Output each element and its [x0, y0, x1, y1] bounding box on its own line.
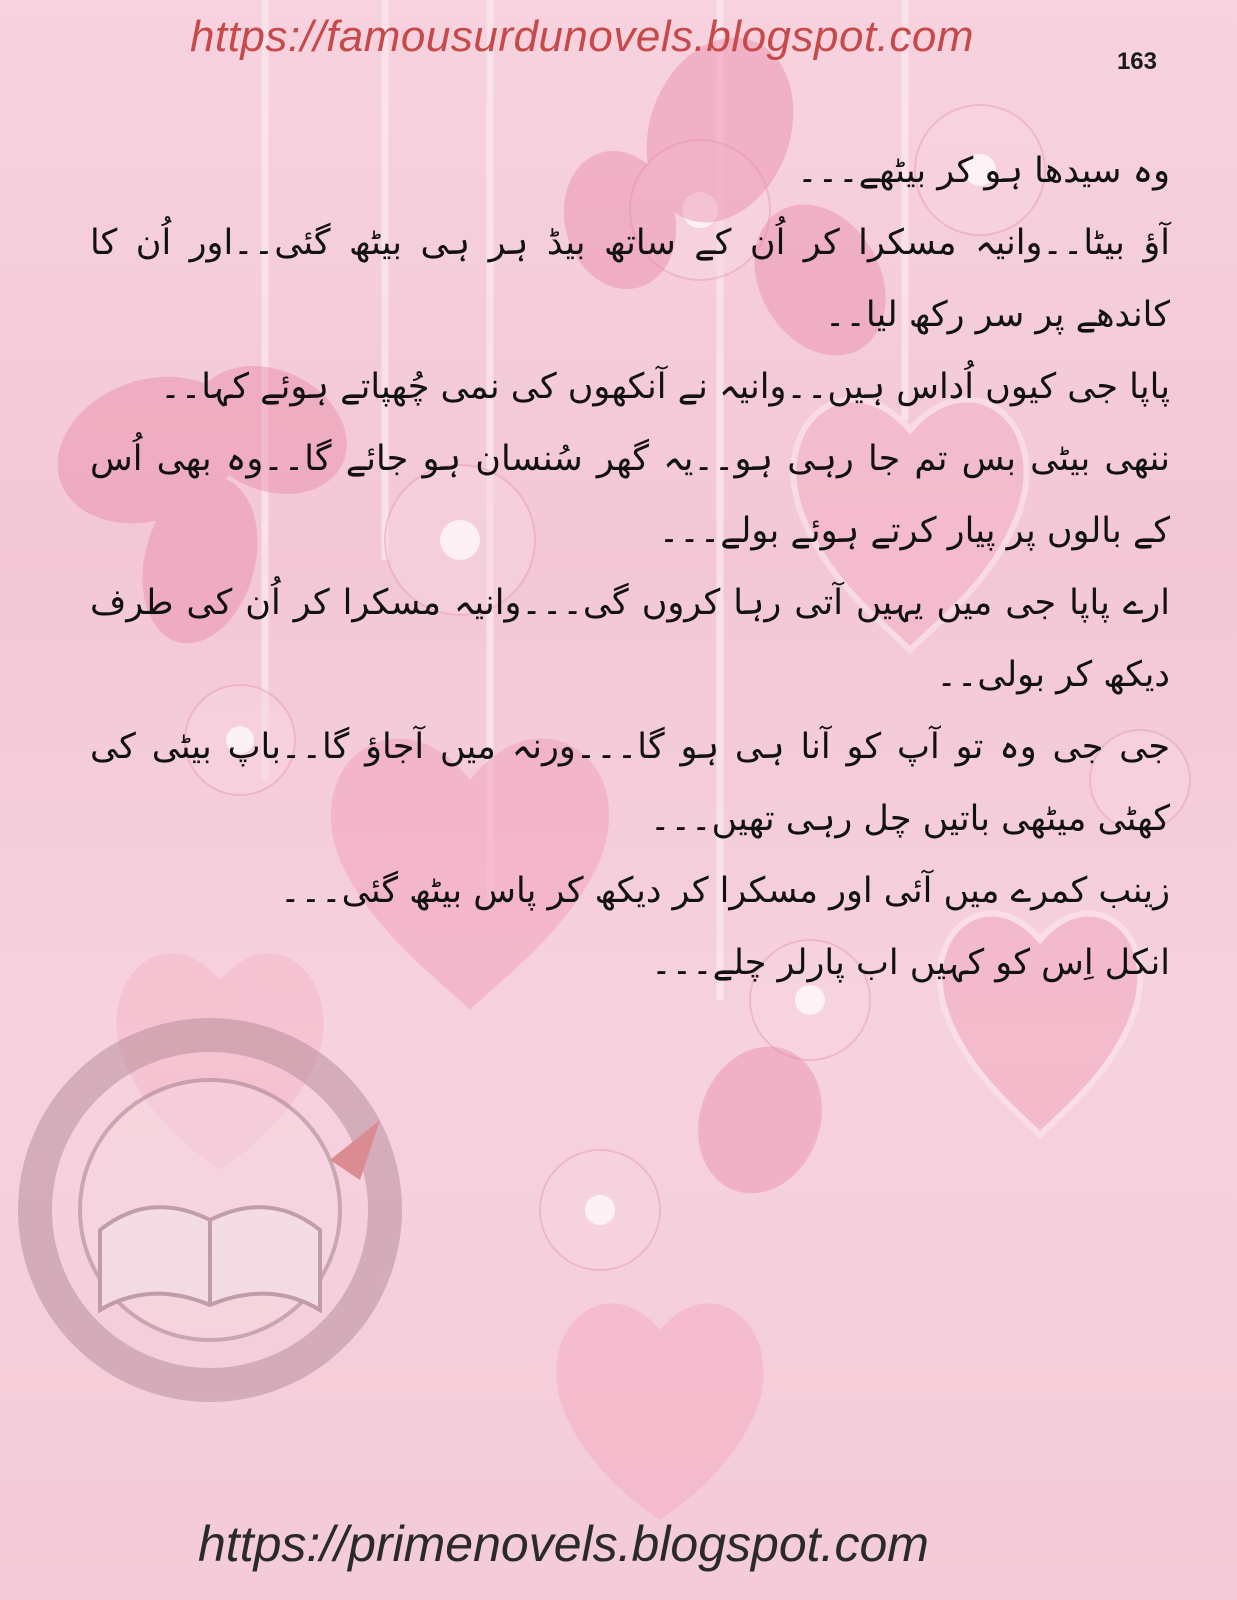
story-text-body	[90, 135, 1170, 999]
footer-website-url: https://primenovels.blogspot.com	[198, 1516, 929, 1572]
paragraph: وہ سیدھا ہو کر بیٹھے۔۔۔	[797, 151, 1170, 191]
paragraph: جی جی وہ تو آپ کو آنا ہی ہو گا۔۔۔ورنہ میں آجاؤ گا۔۔باپ بیٹی کی کھٹی میٹھی باتیں چل رہی تھیں۔۔۔	[90, 727, 1170, 839]
paragraph: ارے پاپا جی میں یہیں آتی رہا کروں گی۔۔۔وانیہ مسکرا کر اُن کی طرف دیکھ کر بولی۔۔	[90, 583, 1170, 695]
paragraph: پاپا جی کیوں اُداس ہیں۔۔وانیہ نے آنکھوں کی نمی چُھپاتے ہوئے کہا۔۔	[160, 367, 1170, 407]
page-number: 163	[1116, 48, 1157, 75]
watermark-logo	[35, 1035, 385, 1385]
paragraph: آؤ بیٹا۔۔وانیہ مسکرا کر اُن کے ساتھ بیڈ ہر ہی بیٹھ گئی۔۔اور اُن کا کاندھے پر سر رکھ لیا۔۔	[90, 223, 1170, 335]
paragraph: ننھی بیٹی بس تم جا رہی ہو۔۔یہ گھر سُنسان ہو جائے گا۔۔وہ بھی اُس کے بالوں پر پیار کرتے ہوئے بولے۔۔۔	[90, 439, 1170, 551]
header-website-url: https://famousurdunovels.blogspot.com	[190, 12, 975, 61]
paragraph: زینب کمرے میں آئی اور مسکرا کر دیکھ کر پاس بیٹھ گئی۔۔۔	[280, 871, 1170, 911]
paragraph: انکل اِس کو کہیں اب پارلر چلے۔۔۔	[651, 943, 1170, 983]
